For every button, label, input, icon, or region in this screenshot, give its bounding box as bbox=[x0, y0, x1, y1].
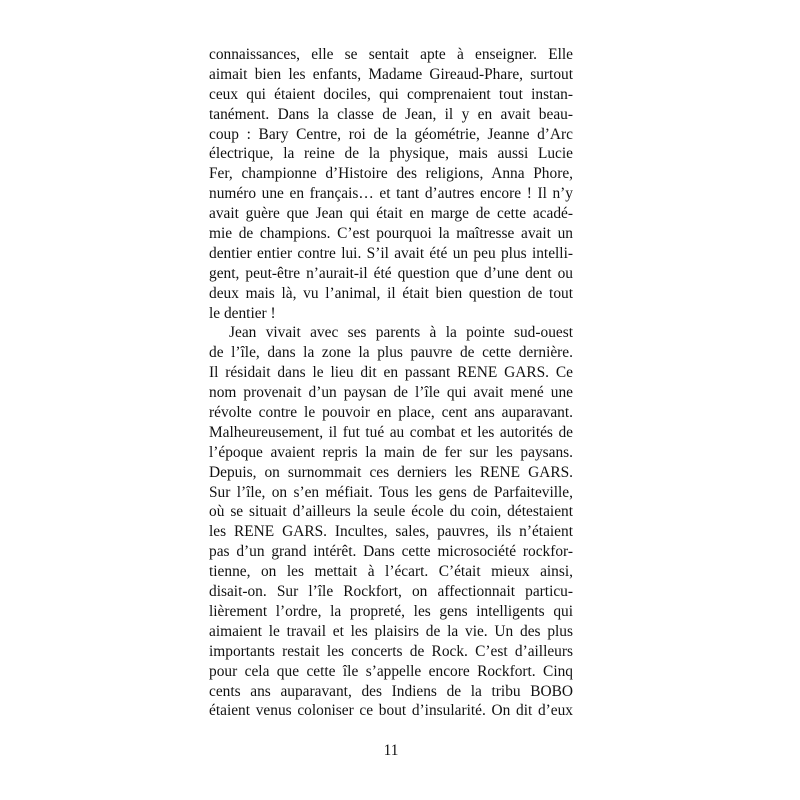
text-line: Sur l’île, on s’en méfiait. Tous les gens de Parfaiteville, bbox=[209, 483, 573, 501]
text-line: importants restait les concerts de Rock. C’est d’ailleurs bbox=[209, 642, 573, 660]
text-line: pas d’un grand intérêt. Dans cette microsociété rockfor- bbox=[209, 543, 573, 561]
text-line: étaient venus coloniser ce bout d’insularité. On dit d’eux bbox=[209, 702, 573, 720]
text-line: Il résidait dans le lieu dit en passant RENE GARS. Ce bbox=[209, 364, 573, 382]
text-line: disait-on. Sur l’île Rockfort, on affectionnait particu- bbox=[209, 583, 573, 601]
text-line: aimait bien les enfants, Madame Gireaud-Phare, surtout bbox=[209, 65, 573, 83]
text-line: de l’île, dans la zone la plus pauvre de cette dernière. bbox=[209, 344, 573, 362]
text-line: cents ans auparavant, des Indiens de la tribu BOBO bbox=[209, 682, 573, 700]
text-line: révolte contre le pouvoir en place, cent ans auparavant. bbox=[209, 404, 573, 422]
text-line: numéro une en français… et tant d’autres encore ! Il n’y bbox=[209, 185, 573, 203]
text-line: aimaient le travail et les plaisirs de la vie. Un des plus bbox=[209, 622, 573, 640]
text-line: dentier entier contre lui. S’il avait été un peu plus intelli- bbox=[209, 244, 573, 262]
text-line: ceux qui étaient dociles, qui comprenaient tout instan- bbox=[209, 85, 573, 103]
text-line: les RENE GARS. Incultes, sales, pauvres, ils n’étaient bbox=[209, 523, 573, 541]
text-line: tienne, on les mettait à l’écart. C’était mieux ainsi, bbox=[209, 563, 573, 581]
text-line: électrique, la reine de la physique, mais aussi Lucie bbox=[209, 145, 573, 163]
text-line: Malheureusement, il fut tué au combat et les autorités de bbox=[209, 423, 573, 441]
text-line: deux mais là, vu l’animal, il était bien question de tout bbox=[209, 284, 573, 302]
text-line: lièrement l’ordre, la propreté, les gens intelligents qui bbox=[209, 602, 573, 620]
text-line: mie de champions. C’est pourquoi la maîtresse avait un bbox=[209, 225, 573, 243]
text-line: gent, peut-être n’aurait-il été question que d’une dent ou bbox=[209, 264, 573, 282]
body-text bbox=[209, 45, 573, 721]
text-line: Fer, championne d’Histoire des religions, Anna Phore, bbox=[209, 165, 573, 183]
text-line: l’époque avaient repris la main de fer sur les paysans. bbox=[209, 443, 573, 461]
page-number: 11 bbox=[383, 742, 399, 759]
text-line: nom provenait d’un paysan de l’île qui avait mené une bbox=[209, 384, 573, 402]
text-line: le dentier ! bbox=[209, 304, 276, 322]
text-line: coup : Bary Centre, roi de la géométrie, Jeanne d’Arc bbox=[209, 125, 573, 143]
text-line: avait guère que Jean qui était en marge de cette acadé- bbox=[209, 205, 573, 223]
text-line: tanément. Dans la classe de Jean, il y en avait beau- bbox=[209, 105, 573, 123]
text-line: où se situait d’ailleurs la seule école du coin, détestaient bbox=[209, 503, 573, 521]
text-line: Jean vivait avec ses parents à la pointe sud-ouest bbox=[229, 324, 573, 342]
text-line: Depuis, on surnommait ces derniers les RENE GARS. bbox=[209, 463, 573, 481]
text-line: pour cela que cette île s’appelle encore Rockfort. Cinq bbox=[209, 662, 573, 680]
text-line: connaissances, elle se sentait apte à enseigner. Elle bbox=[209, 46, 573, 63]
